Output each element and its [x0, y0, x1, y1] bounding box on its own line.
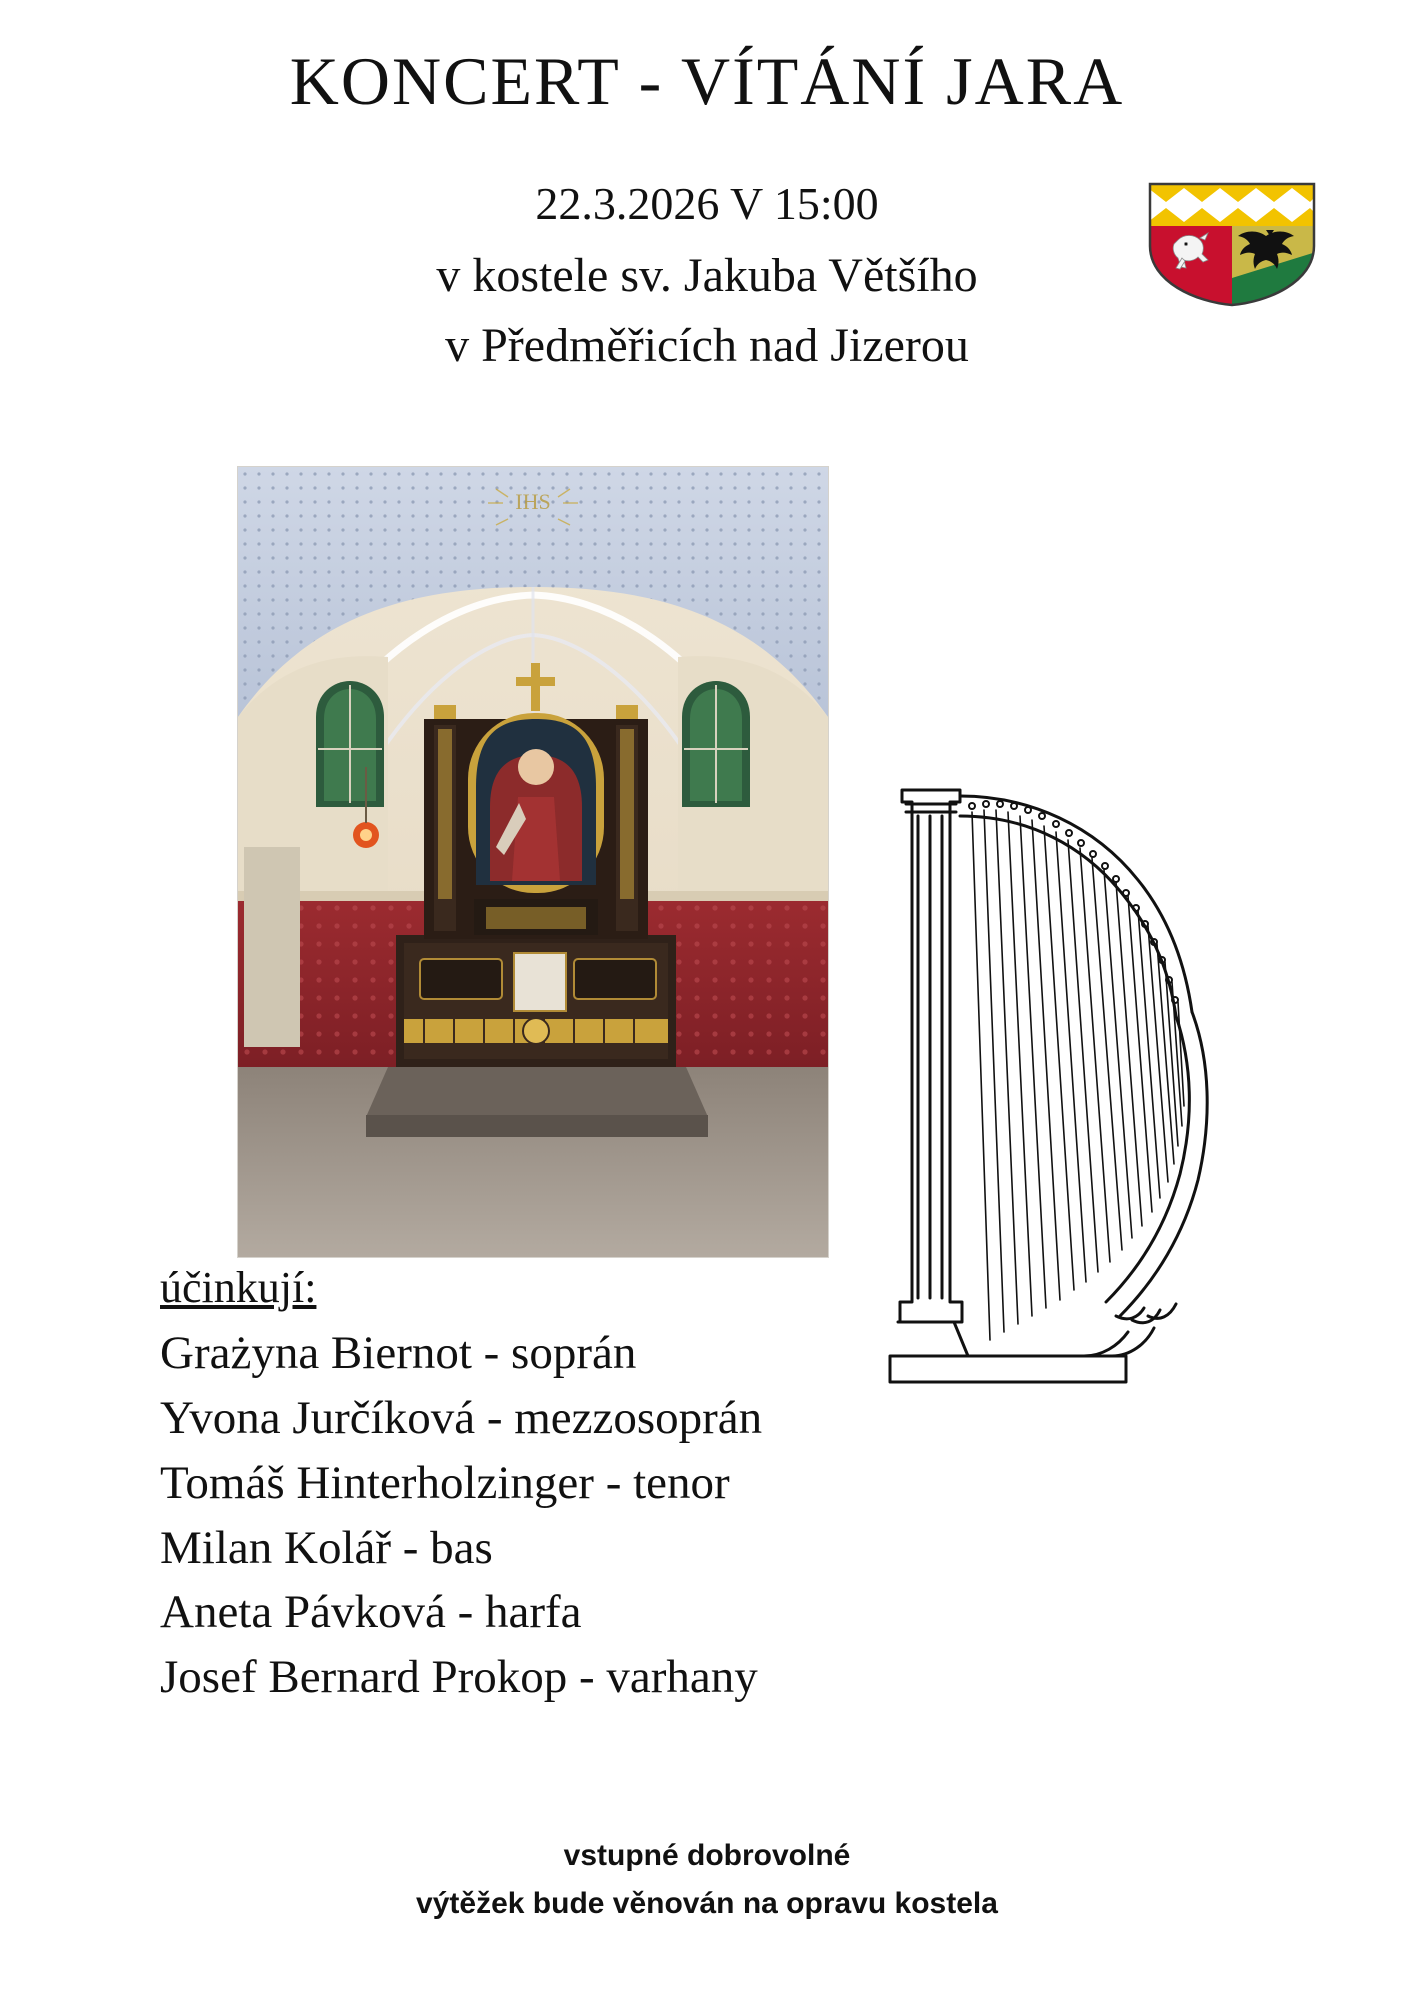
venue-line-2: v Předměřicích nad Jizerou — [445, 319, 969, 372]
performers-section — [160, 1262, 1020, 1710]
list-item: Tomáš Hinterholzinger - tenor — [160, 1456, 730, 1509]
svg-text:IHS: IHS — [515, 489, 551, 514]
event-datetime: 22.3.2026 V 15:00 — [535, 178, 879, 229]
list-item: Milan Kolář - bas — [160, 1521, 493, 1574]
page-title: KONCERT - VÍTÁNÍ JARA — [289, 43, 1125, 119]
admission-note: vstupné dobrovolné — [563, 1839, 851, 1872]
performers-heading: účinkují: — [160, 1263, 317, 1312]
proceeds-note: výtěžek bude věnován na opravu kostela — [416, 1887, 998, 1920]
venue-line-1: v kostele sv. Jakuba Většího — [436, 249, 978, 302]
coat-of-arms-icon — [1148, 182, 1316, 307]
church-interior-photo — [237, 466, 829, 1258]
list-item: Grażyna Biernot - soprán — [160, 1327, 637, 1379]
list-item: Yvona Jurčíková - mezzosoprán — [160, 1391, 763, 1444]
list-item: Josef Bernard Prokop - varhany — [160, 1651, 758, 1704]
list-item: Aneta Pávková - harfa — [160, 1586, 582, 1639]
